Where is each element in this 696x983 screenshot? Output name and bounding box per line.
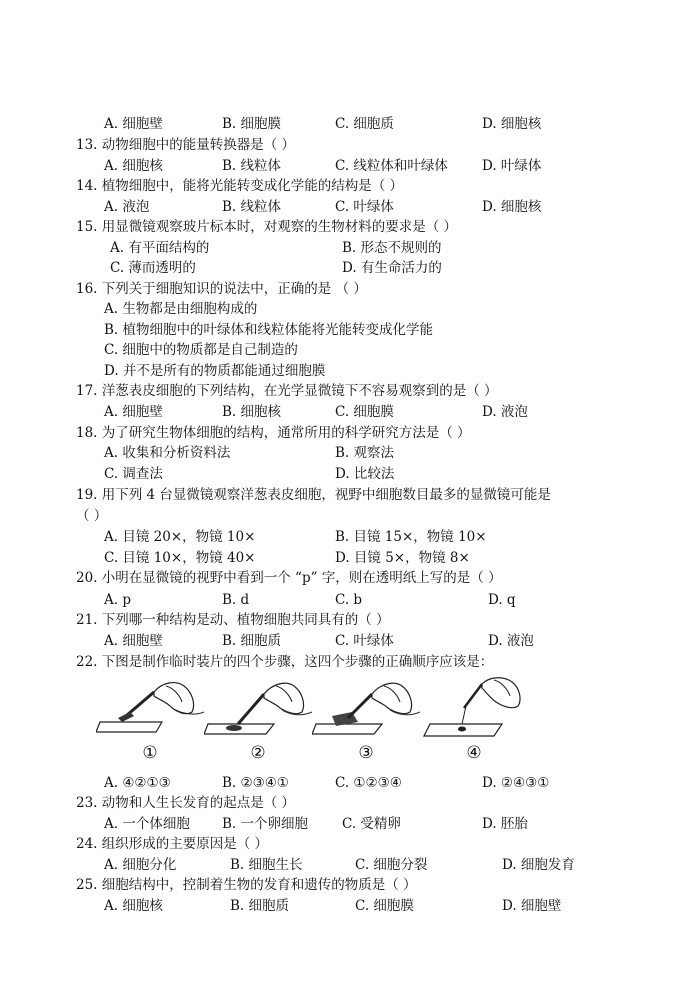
step-label: ③ <box>358 743 374 763</box>
options-row-14 <box>0 197 696 218</box>
option-d: D. 细胞发育 <box>502 857 575 873</box>
option-c: C. 叶绿体 <box>335 633 394 649</box>
option-d: D. 叶绿体 <box>482 158 542 174</box>
options-row-prev <box>0 114 696 135</box>
option-a: A. 一个体细胞 <box>104 816 190 832</box>
figure-step-1 <box>96 672 204 770</box>
question-13-stem: 13. 动物细胞中的能量转换器是（ ） <box>76 137 296 153</box>
options-row-15a <box>0 238 696 259</box>
hand-dropper-illustration <box>420 672 528 742</box>
option-c: C. 调查法 <box>104 466 163 482</box>
hand-forceps-illustration <box>204 672 312 742</box>
option-a: A. 收集和分析资料法 <box>104 445 231 461</box>
option-b: B. 植物细胞中的叶绿体和线粒体能将光能转变成化学能 <box>104 322 434 338</box>
step-label: ④ <box>466 743 482 763</box>
question-22-stem: 22. 下图是制作临时装片的四个步骤，这四个步骤的正确顺序应该是： <box>76 654 494 670</box>
option-d: D. 胚胎 <box>482 816 528 832</box>
option-a: A. 目镜 20×，物镜 10× <box>104 529 256 545</box>
option-row-16a <box>0 299 696 320</box>
option-b: B. 细胞膜 <box>222 116 282 132</box>
option-a: A. 细胞分化 <box>104 857 177 873</box>
option-c: C. 细胞分裂 <box>355 857 428 873</box>
option-b: B. 线粒体 <box>222 199 282 215</box>
option-c: C. b <box>335 592 363 608</box>
option-c: C. 细胞质 <box>335 116 394 132</box>
option-d: D. q <box>488 592 516 608</box>
figure-step-4 <box>420 672 528 770</box>
question-25-stem: 25. 细胞结构中，控制着生物的发育和遗传的物质是（ ） <box>76 877 417 893</box>
option-a: A. 细胞壁 <box>104 404 163 420</box>
option-b: B. d <box>222 592 250 608</box>
options-row-24 <box>0 855 696 876</box>
options-row-22 <box>0 773 696 794</box>
step-label: ① <box>142 743 158 763</box>
option-row-16b <box>0 320 696 341</box>
option-a: A. 有平面结构的 <box>110 240 210 256</box>
question-24-stem: 24. 组织形成的主要原因是（ ） <box>76 836 269 852</box>
option-c: C. 受精卵 <box>342 816 401 832</box>
figure-step-3 <box>312 672 420 770</box>
option-d: D. 细胞核 <box>482 116 542 132</box>
option-b: B. 目镜 15×，物镜 10× <box>335 529 487 545</box>
hand-coverslip-illustration <box>312 672 420 742</box>
question-16-stem: 16. 下列关于细胞知识的说法中，正确的是 （ ） <box>76 281 367 297</box>
question-14-stem: 14. 植物细胞中，能将光能转变成化学能的结构是（ ） <box>76 178 404 194</box>
slide-preparation-figure <box>96 672 536 770</box>
option-c: C. 细胞膜 <box>335 404 394 420</box>
option-b: B. 细胞质 <box>230 898 290 914</box>
options-row-20 <box>0 590 696 611</box>
option-b: B. 细胞核 <box>222 404 282 420</box>
options-row-13 <box>0 156 696 177</box>
option-row-16d <box>0 361 696 382</box>
option-d: D. ②④③① <box>482 775 550 791</box>
option-b: B. ②③④① <box>222 775 289 791</box>
option-c: C. 目镜 10×，物镜 40× <box>104 550 256 566</box>
figure-step-2 <box>204 672 312 770</box>
options-row-25 <box>0 896 696 917</box>
option-b: B. 形态不规则的 <box>342 240 442 256</box>
option-c: C. 叶绿体 <box>335 199 394 215</box>
step-label: ② <box>250 743 266 763</box>
question-21-stem: 21. 下列哪一种结构是动、植物细胞共同具有的（ ） <box>76 612 390 628</box>
option-d: D. 细胞核 <box>482 199 542 215</box>
options-row-18b <box>0 464 696 485</box>
option-a: A. 细胞壁 <box>104 633 163 649</box>
option-a: A. 液泡 <box>104 199 150 215</box>
option-d: D. 比较法 <box>335 466 395 482</box>
option-b: B. 细胞生长 <box>230 857 303 873</box>
option-a: A. ④②①③ <box>104 775 171 791</box>
option-c: C. ①②③④ <box>335 775 402 791</box>
option-b: B. 观察法 <box>335 445 395 461</box>
question-17-stem: 17. 洋葱表皮细胞的下列结构，在光学显微镜下不容易观察到的是（ ） <box>76 383 498 399</box>
option-d: D. 并不是所有的物质都能通过细胞膜 <box>104 363 326 379</box>
option-d: D. 细胞壁 <box>502 898 562 914</box>
option-row-16c <box>0 340 696 361</box>
option-c: C. 薄而透明的 <box>110 260 196 276</box>
option-b: B. 细胞质 <box>222 633 282 649</box>
question-15-stem: 15. 用显微镜观察玻片标本时，对观察的生物材料的要求是（ ） <box>76 219 458 235</box>
options-row-23 <box>0 814 696 835</box>
question-19-stem-continued: （ ） <box>76 508 108 524</box>
option-d: D. 目镜 5×，物镜 8× <box>335 550 470 566</box>
options-row-19b <box>0 548 696 569</box>
hand-pipette-illustration <box>96 672 204 742</box>
option-a: A. 生物都是由细胞构成的 <box>104 301 258 317</box>
options-row-19a <box>0 527 696 548</box>
option-a: A. 细胞壁 <box>104 116 163 132</box>
options-row-21 <box>0 631 696 652</box>
option-d: D. 有生命活力的 <box>342 260 442 276</box>
option-a: A. 细胞核 <box>104 158 163 174</box>
option-c: C. 细胞膜 <box>355 898 414 914</box>
options-row-17 <box>0 402 696 423</box>
question-19-stem: 19. 用下列 4 台显微镜观察洋葱表皮细胞，视野中细胞数目最多的显微镜可能是 <box>76 487 551 503</box>
option-b: B. 一个卵细胞 <box>222 816 309 832</box>
option-a: A. p <box>104 592 131 608</box>
options-row-18a <box>0 443 696 464</box>
option-d: D. 液泡 <box>482 404 528 420</box>
option-a: A. 细胞核 <box>104 898 163 914</box>
question-20-stem: 20. 小明在显微镜的视野中看到一个 “p” 字，则在透明纸上写的是（ ） <box>76 570 502 586</box>
option-d: D. 液泡 <box>488 633 534 649</box>
option-c: C. 线粒体和叶绿体 <box>335 158 448 174</box>
option-c: C. 细胞中的物质都是自己制造的 <box>104 342 298 358</box>
question-18-stem: 18. 为了研究生物体细胞的结构，通常所用的科学研究方法是（ ） <box>76 425 471 441</box>
options-row-15b <box>0 258 696 279</box>
question-23-stem: 23. 动物和人生长发育的起点是（ ） <box>76 795 296 811</box>
option-b: B. 线粒体 <box>222 158 282 174</box>
